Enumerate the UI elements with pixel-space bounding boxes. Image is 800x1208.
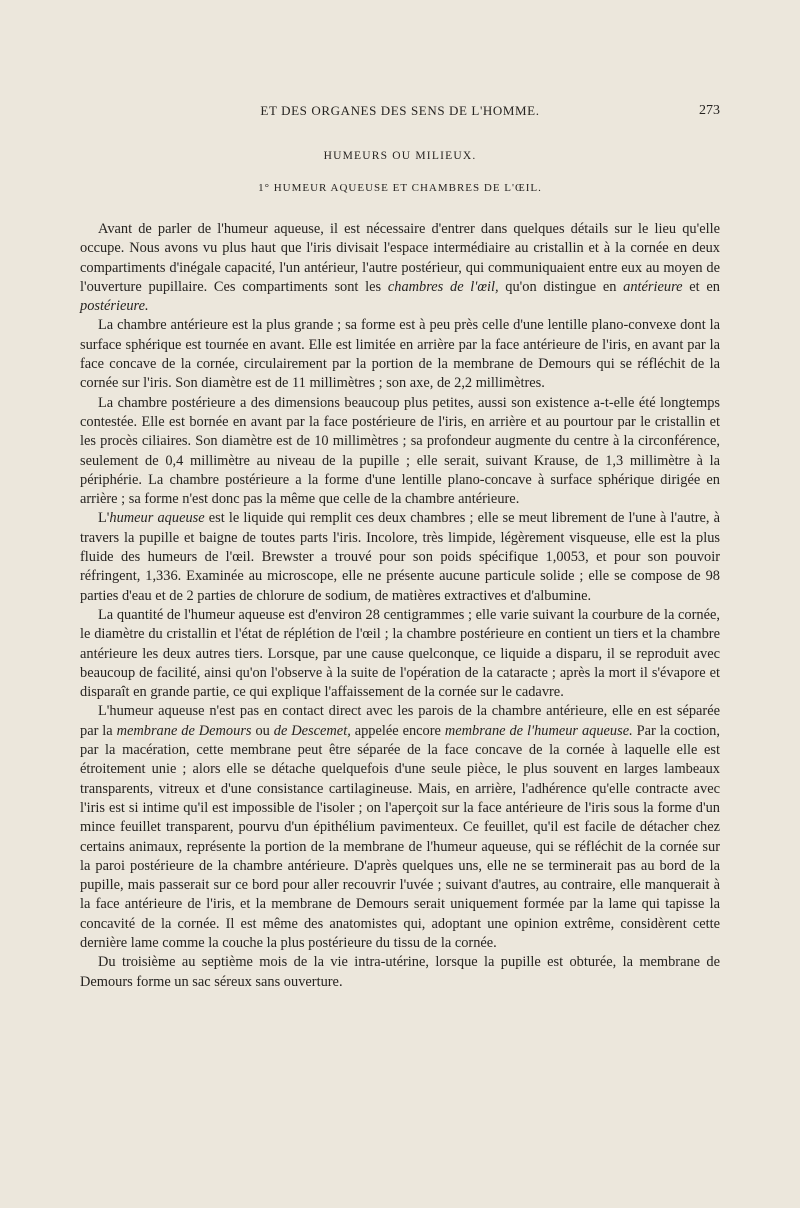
text-run: appelée encore — [350, 722, 445, 739]
page-number: 273 — [699, 103, 720, 118]
paragraph: La quantité de l'humeur aqueuse est d'environ 28 centigrammes ; elle varie suivant la courbure de la cornée, le diamètre du cristallin et l'état de réplétion de l'œil ; la chambre postérieure en contient un tiers et la chambre antérieure les deux autres tiers. Lorsque, par une cause quelconque, ce liquide a disparu, il se reproduit avec beaucoup de facilité, ainsi qu'on l'observe à la suite de l'opération de la cataracte ; après la mort il s'évapore et disparaît en grande partie, ce qui explique l'affaissement de la cornée sur le cadavre. — [80, 606, 720, 701]
subsection-title: 1° HUMEUR AQUEUSE ET CHAMBRES DE L'ŒIL. — [258, 182, 542, 194]
text-run: et en — [682, 278, 720, 295]
italic-term: membrane de l'humeur aqueuse. — [444, 722, 633, 739]
paragraph — [80, 220, 720, 316]
section-title: HUMEURS OU MILIEUX. — [323, 150, 477, 162]
paragraph: La chambre postérieure a des dimensions beaucoup plus petites, aussi son existence a-t-elle été longtemps contestée. Elle est bornée en avant par la face postérieure de l'iris, en arrière et au pourtour par le cristallin et les procès ciliaires. Son diamètre est de 10 millimètres ; sa profondeur augmente du centre à la circonférence, seulement de 0,4 millimètre au niveau de la pupille ; elle serait, suivant Krause, de 1,3 millimètre à la périphérie. La chambre postérieure a la forme d'une lentille plano-concave à surface sphérique dirigée en arrière ; sa forme n'est donc pas la même que celle de la chambre antérieure. — [80, 394, 720, 508]
text-run: est le liquide qui remplit ces deux chambres ; elle se meut librement de l'une à l'autre, à travers la pupille et baigne de toutes parts l'iris. Incolore, très limpide, légèrement visqueuse, elle est la plus fluide des humeurs de l'œil. Brewster a trouvé pour son poids spécifique 1,0053, et pour son pouvoir réfringent, 1,336. Examinée au microscope, elle ne présente aucune particule solide ; elle se compose de 98 parties d'eau et de 2 parties de chlorure de sodium, de matières extractives et d'albumine. — [80, 510, 720, 604]
paragraph — [80, 509, 720, 605]
italic-term: antérieure — [623, 278, 683, 295]
text-run: Avant de parler de l'humeur aqueuse, il est nécessaire d'entrer dans quelques détails sur le lieu qu'elle occupe. Nous avons vu plus haut que l'iris divisait l'espace intermédiaire au cristallin et à la cornée en deux compartiments d'inégale capacité, l'un antérieur, l'autre postérieur, qui communiquaient entre eux au moyen de l'ouverture pupillaire. Ces compartiments sont les — [80, 221, 720, 295]
body-text — [80, 220, 720, 992]
paragraph: La chambre antérieure est la plus grande ; sa forme est à peu près celle d'une lentille plano-convexe dont la surface sphérique est tournée en avant. Elle est limitée en arrière par la face antérieure de l'iris, en avant par la face concave de la cornée, circulairement par la portion de la membrane de Demours qui se réfléchit de la cornée sur l'iris. Son diamètre est de 11 millimètres ; son axe, de 2,2 millimètres. — [80, 317, 720, 392]
text-run: Par la coction, par la macération, cette membrane peut être séparée de la face concave de la cornée à laquelle elle est étroitement unie ; alors elle se détache quelquefois d'une seule pièce, le plus souvent en larges lambeaux transparents, vitreux et d'une consistance cartilagineuse. Mais, en arrière, l'adhérence qu'elle contracte avec l'iris est si intime qu'il est impossible de l'isoler ; on l'aperçoit sur la face antérieure de l'iris sous la forme d'un mince feuillet transparent, pourvu d'un épithélium pavimenteux. Ce feuillet, qu'il est facile de détacher chez certains animaux, représente la portion de la membrane de l'humeur aqueuse, qui se réfléchit de la cornée sur la paroi postérieure de la chambre antérieure. D'après quelques uns, elle ne se terminerait pas au bord de la pupille, mais passerait sur ce bord pour aller recouvrir l'uvée ; suivant d'autres, au contraire, elle manquerait à la face antérieure de l'iris, et la membrane de Demours serait uniquement formée par la lame qui tapisse la concavité de la cornée. Il est même des anatomistes qui, adoptant une opinion extrême, considèrent cette dernière lame comme la couche la plus postérieure du tissu de la cornée. — [80, 722, 720, 951]
running-head — [80, 103, 720, 123]
paragraph: Du troisième au septième mois de la vie intra-utérine, lorsque la pupille est obturée, la membrane de Demours forme un sac séreux sans ouverture. — [80, 954, 720, 990]
paragraph — [80, 702, 720, 953]
italic-term: humeur aqueuse — [109, 510, 205, 527]
text-run: L' — [98, 510, 110, 527]
italic-term: postérieure. — [80, 298, 149, 315]
italic-term: de Descemet, — [273, 722, 351, 739]
italic-term: membrane de Demours — [116, 722, 252, 739]
text-run: ou — [251, 722, 274, 739]
running-title: ET DES ORGANES DES SENS DE L'HOMME. — [260, 103, 540, 118]
text-run: L'humeur aqueuse n'est pas en contact direct avec les parois de la chambre antérieure, elle en est séparée par la — [80, 703, 720, 739]
text-run: qu'on distingue en — [498, 278, 624, 295]
italic-term: chambres de l'œil, — [387, 278, 499, 295]
